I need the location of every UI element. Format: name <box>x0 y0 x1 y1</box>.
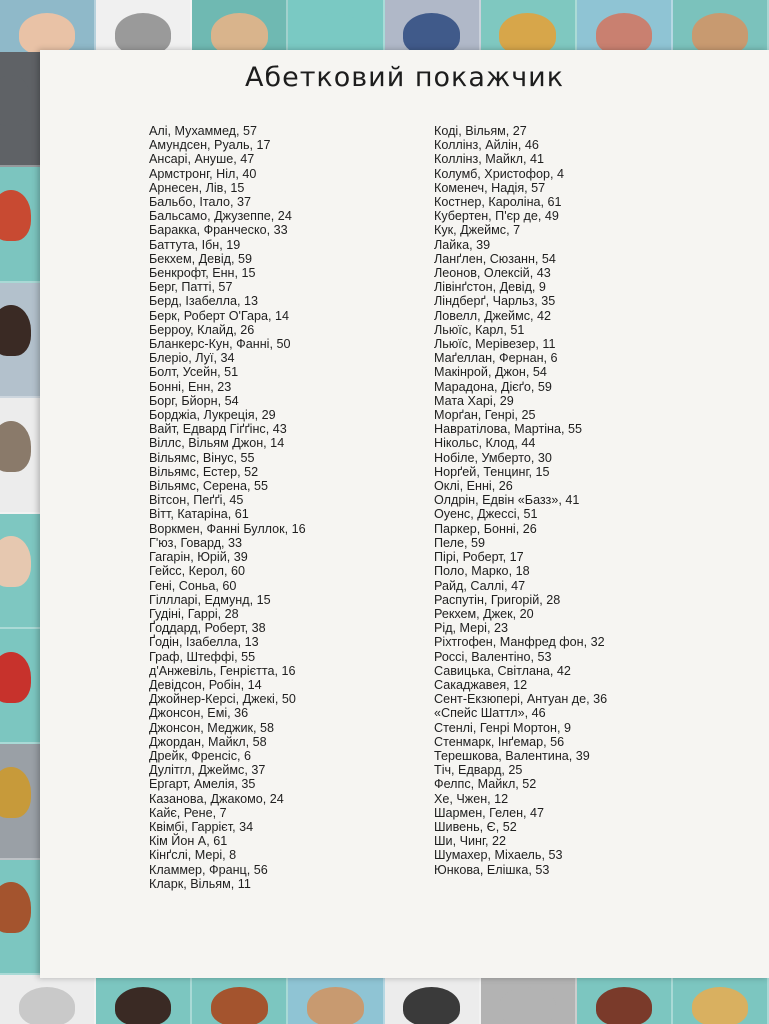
index-entry: Сент-Екзюпері, Антуан де, 36 <box>434 692 608 707</box>
index-entry: Поло, Марко, 18 <box>434 564 530 579</box>
index-entry: Казанова, Джакомо, 24 <box>149 791 284 806</box>
bottom-portrait-strip <box>0 975 769 1024</box>
index-entry: Джордан, Майкл, 58 <box>149 734 267 749</box>
index-entry: Пеле, 59 <box>434 535 485 550</box>
top-portrait-strip <box>0 0 769 52</box>
index-entry: Кларк, Вільям, 11 <box>149 876 251 891</box>
index-entry: Вітт, Катаріна, 61 <box>149 507 249 522</box>
index-entry: Девідсон, Робін, 14 <box>149 677 262 692</box>
portrait-illustration <box>192 975 288 1024</box>
index-entry: д'Анжевіль, Генрієтта, 16 <box>149 663 296 678</box>
index-entry: Кінґслі, Мері, 8 <box>149 848 237 863</box>
index-entry: Россі, Валентіно, 53 <box>434 649 552 664</box>
index-entry: Баттута, Ібн, 19 <box>149 237 241 252</box>
index-entry: Берк, Роберт О'Гара, 14 <box>149 308 290 323</box>
index-entry: Ловелл, Джеймс, 42 <box>434 308 552 323</box>
index-entry: Стенлі, Генрі Мортон, 9 <box>434 720 572 735</box>
index-entry: Коллінз, Майкл, 41 <box>434 152 544 167</box>
index-entry: Фелпс, Майкл, 52 <box>434 777 537 792</box>
index-entry: Кім Йон А, 61 <box>149 834 228 849</box>
index-entry: Стенмарк, Інґемар, 56 <box>434 734 565 749</box>
portrait-illustration <box>96 0 192 52</box>
index-entry: Мата Харі, 29 <box>434 393 514 408</box>
index-entry: Дрейк, Френсіс, 6 <box>149 748 252 763</box>
index-entry: Рід, Мері, 23 <box>434 621 508 636</box>
index-entry: Норґей, Тенцинг, 15 <box>434 464 550 479</box>
portrait-illustration <box>192 0 288 52</box>
index-entry: Коллінз, Айлін, 46 <box>434 138 539 153</box>
index-entry: Бальсамо, Джузеппе, 24 <box>149 209 292 224</box>
index-entry: Армстронг, Ніл, 40 <box>149 166 257 181</box>
portrait-illustration <box>577 0 673 52</box>
index-entry: Ґоддард, Роберт, 38 <box>149 621 266 636</box>
index-entry: Гейсс, Керол, 60 <box>149 564 246 579</box>
portrait-illustration <box>288 0 384 52</box>
index-entry: Берг, Патті, 57 <box>149 280 233 295</box>
portrait-illustration <box>673 0 769 52</box>
index-entry: Дулітгл, Джеймс, 37 <box>149 763 266 778</box>
index-entry: Шумахер, Міхаель, 53 <box>434 848 563 863</box>
index-entry: Пірі, Роберт, 17 <box>434 550 524 565</box>
index-entry: Льюїс, Карл, 51 <box>434 322 525 337</box>
index-entry: Ергарт, Амелія, 35 <box>149 777 256 792</box>
index-entry: Джонсон, Меджик, 58 <box>149 720 274 735</box>
index-column-left <box>149 124 409 891</box>
portrait-illustration <box>0 0 96 52</box>
portrait-illustration <box>96 975 192 1024</box>
index-page <box>40 50 769 978</box>
index-entry: Г'юз, Говард, 33 <box>149 535 243 550</box>
index-entry: Льюїс, Мерівезер, 11 <box>434 337 556 352</box>
index-entry: Гагарін, Юрій, 39 <box>149 550 248 565</box>
index-entry: Ши, Чинг, 22 <box>434 834 507 849</box>
index-column-right <box>434 124 734 877</box>
index-entry: Бланкерс-Кун, Фанні, 50 <box>149 337 291 352</box>
index-entry: Юнкова, Елішка, 53 <box>434 862 550 877</box>
portrait-illustration <box>385 0 481 52</box>
index-entry: Гудіні, Гаррі, 28 <box>149 606 239 621</box>
portrait-illustration <box>0 975 96 1024</box>
index-entry: Борджіа, Лукреція, 29 <box>149 408 276 423</box>
index-entry: Кубертен, П'єр де, 49 <box>434 209 559 224</box>
index-entry: Арнесен, Лів, 15 <box>149 180 245 195</box>
index-entry: Хе, Чжен, 12 <box>434 791 509 806</box>
portrait-illustration <box>0 860 44 975</box>
index-entry: Ріхтгофен, Манфред фон, 32 <box>434 635 605 650</box>
index-entry: Нікольс, Клод, 44 <box>434 436 536 451</box>
portrait-illustration <box>481 975 577 1024</box>
index-entry: Морґан, Генрі, 25 <box>434 408 536 423</box>
index-entry: Кайє, Рене, 7 <box>149 805 227 820</box>
portrait-illustration <box>385 975 481 1024</box>
index-entry: Ансарі, Ануше, 47 <box>149 152 255 167</box>
index-entry: Вільямс, Серена, 55 <box>149 479 268 494</box>
index-entry: Ґодін, Ізабелла, 13 <box>149 635 259 650</box>
index-entry: Коменеч, Надія, 57 <box>434 180 546 195</box>
index-entry: Квімбі, Гаррієт, 34 <box>149 819 254 834</box>
index-entry: Терешкова, Валентина, 39 <box>434 748 590 763</box>
index-entry: Кламмер, Франц, 56 <box>149 862 268 877</box>
index-entry: «Спейс Шаттл», 46 <box>434 706 546 721</box>
index-entry: Паркер, Бонні, 26 <box>434 521 537 536</box>
index-entry: Навратілова, Мартіна, 55 <box>434 422 583 437</box>
portrait-illustration <box>0 52 44 167</box>
index-entry: Воркмен, Фанні Буллок, 16 <box>149 521 306 536</box>
index-entry: Сакаджавея, 12 <box>434 677 528 692</box>
index-entry: Баракка, Франческо, 33 <box>149 223 288 238</box>
index-entry: Болт, Усейн, 51 <box>149 365 239 380</box>
index-entry: Лайка, 39 <box>434 237 491 252</box>
index-entry: Распутін, Григорій, 28 <box>434 592 561 607</box>
index-entry: Ланґлен, Сюзанн, 54 <box>434 251 556 266</box>
index-entry: Марадона, Дієґо, 59 <box>434 379 552 394</box>
index-entry: Оуенс, Джессі, 51 <box>434 507 538 522</box>
index-entry: Рекхем, Джек, 20 <box>434 606 534 621</box>
index-entry: Кук, Джеймс, 7 <box>434 223 521 238</box>
index-entry: Джонсон, Емі, 36 <box>149 706 249 721</box>
index-entry: Колумб, Христофор, 4 <box>434 166 565 181</box>
index-entry: Савицька, Світлана, 42 <box>434 663 571 678</box>
portrait-illustration <box>0 629 44 744</box>
index-entry: Леонов, Олексій, 43 <box>434 266 551 281</box>
index-entry: Оклі, Енні, 26 <box>434 479 513 494</box>
index-entry: Нобіле, Умберто, 30 <box>434 450 552 465</box>
index-entry: Костнер, Кароліна, 61 <box>434 195 562 210</box>
index-entry: Олдрін, Едвін «Базз», 41 <box>434 493 580 508</box>
portrait-illustration <box>0 398 44 513</box>
index-entry: Макінрой, Джон, 54 <box>434 365 547 380</box>
index-entry: Граф, Штеффі, 55 <box>149 649 256 664</box>
index-entry: Вітсон, Пеґґі, 45 <box>149 493 244 508</box>
index-entry: Віллс, Вільям Джон, 14 <box>149 436 285 451</box>
index-entry: Берд, Ізабелла, 13 <box>149 294 258 309</box>
index-entry: Бекхем, Девід, 59 <box>149 251 252 266</box>
index-entry: Блеріо, Луї, 34 <box>149 351 235 366</box>
portrait-illustration <box>0 744 44 859</box>
index-entry: Маґеллан, Фернан, 6 <box>434 351 558 366</box>
index-entry: Гіллларі, Едмунд, 15 <box>149 592 271 607</box>
index-entry: Шивень, Є, 52 <box>434 819 517 834</box>
index-entry: Алі, Мухаммед, 57 <box>149 124 258 138</box>
portrait-illustration <box>0 283 44 398</box>
page-title: Абетковий покажчик <box>244 62 565 93</box>
portrait-illustration <box>288 975 384 1024</box>
index-entry: Гені, Соньа, 60 <box>149 578 237 593</box>
index-entry: Райд, Саллі, 47 <box>434 578 526 593</box>
index-entry: Коді, Вільям, 27 <box>434 124 527 138</box>
index-entry: Вільямс, Вінус, 55 <box>149 450 255 465</box>
index-entry: Берроу, Клайд, 26 <box>149 322 255 337</box>
index-entry: Вайт, Едвард Гіґґінс, 43 <box>149 422 287 437</box>
index-entry: Лівінґстон, Девід, 9 <box>434 280 546 295</box>
portrait-illustration <box>673 975 769 1024</box>
portrait-illustration <box>0 514 44 629</box>
portrait-illustration <box>0 167 44 282</box>
index-entry: Бонні, Енн, 23 <box>149 379 232 394</box>
index-entry: Бальбо, Італо, 37 <box>149 195 252 210</box>
portrait-illustration <box>577 975 673 1024</box>
index-entry: Амундсен, Руаль, 17 <box>149 138 271 153</box>
index-entry: Джойнер-Керсі, Джекі, 50 <box>149 692 296 707</box>
index-entry: Тіч, Едвард, 25 <box>434 763 523 778</box>
index-entry: Шармен, Гелен, 47 <box>434 805 545 820</box>
left-portrait-strip <box>0 52 44 975</box>
index-entry: Вільямс, Естер, 52 <box>149 464 259 479</box>
portrait-illustration <box>481 0 577 52</box>
index-entry: Бенкрофт, Енн, 15 <box>149 266 256 281</box>
index-entry: Борг, Бйорн, 54 <box>149 393 239 408</box>
index-entry: Ліндберґ, Чарльз, 35 <box>434 294 556 309</box>
